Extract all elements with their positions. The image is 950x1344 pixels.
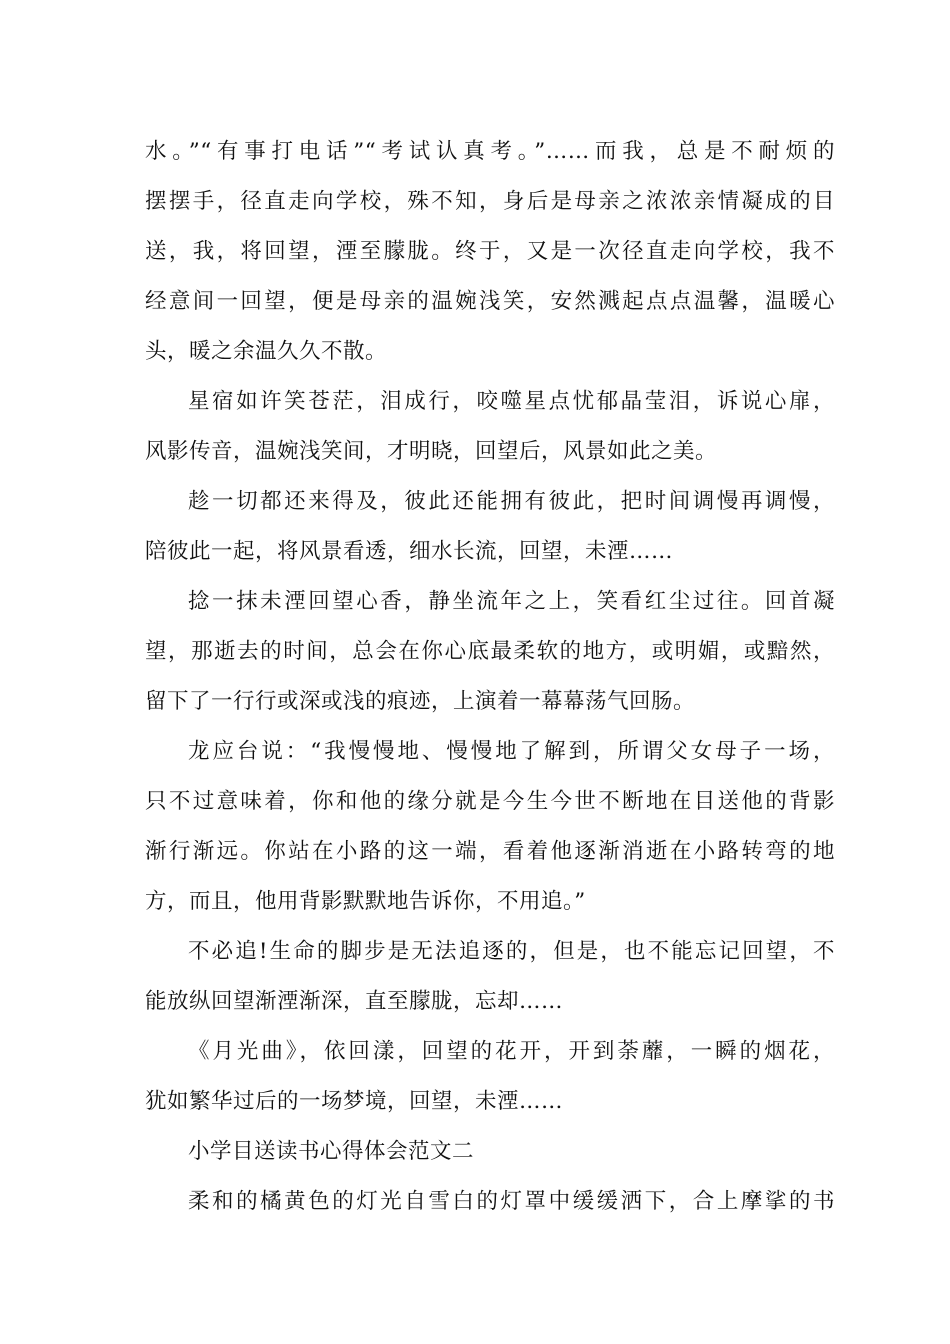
text-line: 水。”“有事打电话”“考试认真考。”……而我，总是不耐烦的 <box>145 139 835 164</box>
text-line: 柔和的橘黄色的灯光自雪白的灯罩中缓缓洒下，合上摩挲的书 <box>188 1189 835 1214</box>
text-line: 望，那逝去的时间，总会在你心底最柔软的地方，或明媚，或黯然， <box>145 639 835 664</box>
text-line: 不必追!生命的脚步是无法追逐的，但是，也不能忘记回望，不 <box>188 939 835 964</box>
text-line: 头，暖之余温久久不散。 <box>145 339 388 364</box>
text-line: 能放纵回望渐湮渐深，直至朦胧，忘却…… <box>145 989 564 1014</box>
text-line: 摆摆手，径直走向学校，殊不知，身后是母亲之浓浓亲情凝成的目 <box>145 189 835 214</box>
text-line: 犹如繁华过后的一场梦境，回望，未湮…… <box>145 1089 564 1114</box>
text-line: 捻一抹未湮回望心香，静坐流年之上，笑看红尘过往。回首凝 <box>188 589 835 614</box>
text-line: 《月光曲》，依回漾，回望的花开，开到荼蘼，一瞬的烟花， <box>188 1039 835 1064</box>
text-line: 方，而且，他用背影默默地告诉你，不用追。” <box>145 889 586 914</box>
text-line: 趁一切都还来得及，彼此还能拥有彼此，把时间调慢再调慢， <box>188 489 835 514</box>
text-line: 送，我，将回望，湮至朦胧。终于，又是一次径直走向学校，我不 <box>145 239 835 264</box>
text-line: 星宿如许笑苍茫，泪成行，咬噬星点忧郁晶莹泪，诉说心扉， <box>188 389 835 414</box>
text-line: 留下了一行行或深或浅的痕迹，上演着一幕幕荡气回肠。 <box>145 689 696 714</box>
text-line: 风影传音，温婉浅笑间，才明晓，回望后，风景如此之美。 <box>145 439 718 464</box>
text-line: 只不过意味着，你和他的缘分就是今生今世不断地在目送他的背影 <box>145 789 835 814</box>
text-line: 经意间一回望，便是母亲的温婉浅笑，安然溅起点点温馨，温暖心 <box>145 289 835 314</box>
section-heading: 小学目送读书心得体会范文二 <box>188 1139 475 1164</box>
text-line: 渐行渐远。你站在小路的这一端，看着他逐渐消逝在小路转弯的地 <box>145 839 835 864</box>
text-line: 陪彼此一起，将风景看透，细水长流，回望，未湮…… <box>145 539 674 564</box>
text-line: 龙应台说：“我慢慢地、慢慢地了解到，所谓父女母子一场， <box>188 739 835 764</box>
